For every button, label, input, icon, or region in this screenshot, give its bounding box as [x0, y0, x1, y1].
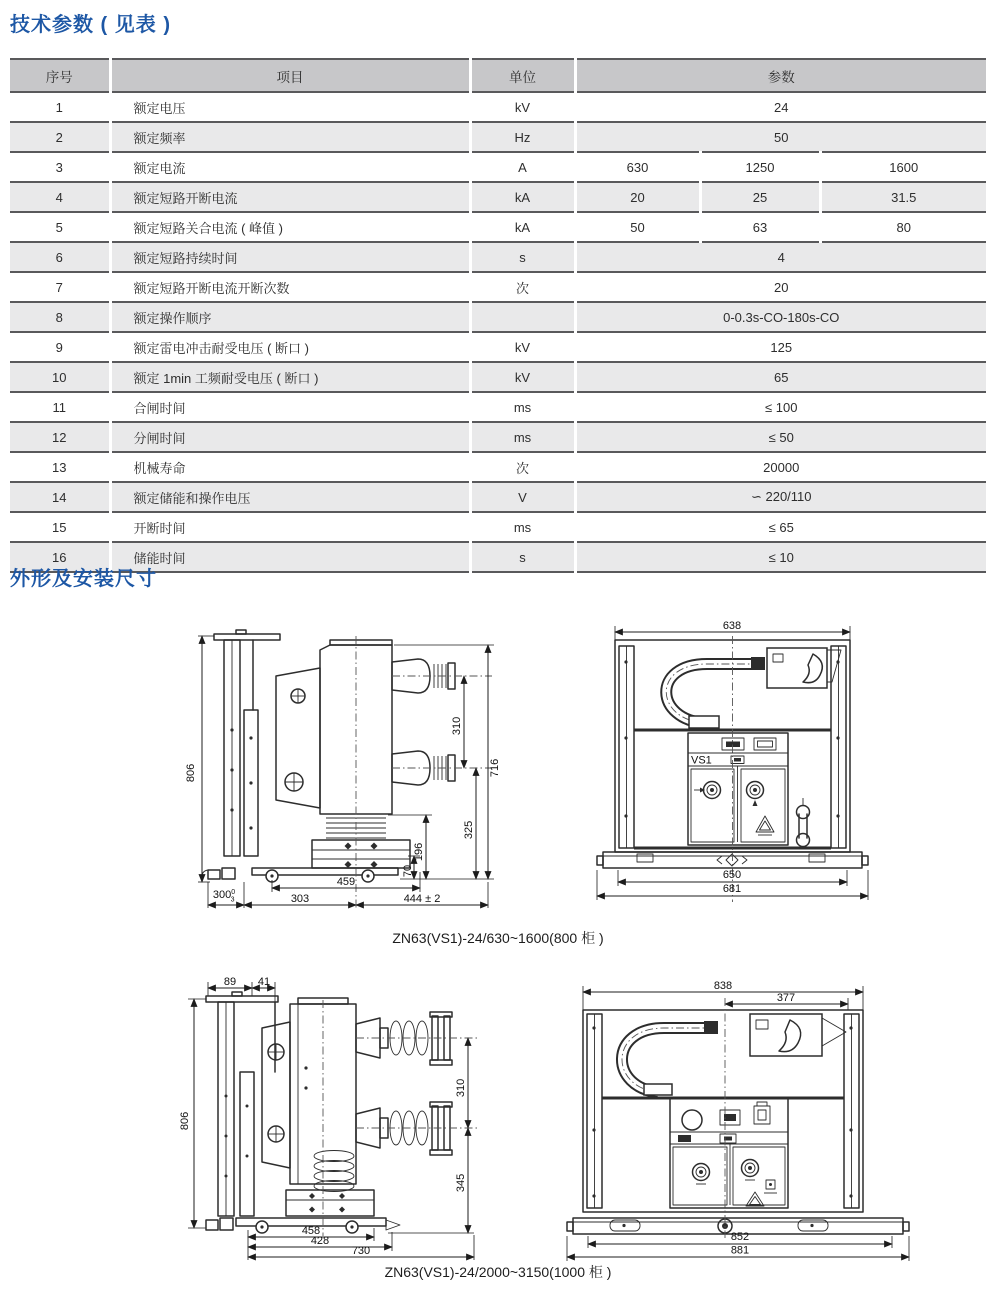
table-row: [10, 182, 986, 212]
dim-41-label: 41: [257, 976, 271, 988]
cell-param: 1250: [700, 152, 820, 182]
cell-no: 9: [55, 339, 63, 355]
table-row: [10, 152, 986, 182]
table-row: [10, 422, 986, 452]
fig2-front-view-drawing: [558, 980, 918, 1260]
dim-681-label: 681: [722, 883, 742, 895]
col-header-item: 项目: [110, 59, 470, 92]
cell-no: 4: [55, 189, 63, 205]
table-row: [10, 92, 986, 122]
cell-param: 0-0.3s-CO-180s-CO: [575, 302, 986, 332]
cell-no: 16: [52, 549, 67, 565]
dim-806-label: 806: [179, 1111, 191, 1131]
dim-444-label: 444 ± 2: [403, 893, 441, 905]
cell-unit: A: [470, 152, 575, 182]
fig2-side-view-drawing: [178, 976, 508, 1264]
cell-item: 分闸时间: [110, 422, 470, 452]
cell-item: 储能时间: [110, 542, 470, 572]
cell-param: ≤ 50: [575, 422, 986, 452]
cell-no: 1: [55, 99, 63, 115]
dim-89-label: 89: [223, 976, 237, 988]
cell-item: 机械寿命: [110, 452, 470, 482]
cell-unit: V: [470, 482, 575, 512]
cell-unit: Hz: [470, 122, 575, 152]
table-row: [10, 332, 986, 362]
table-row: [10, 272, 986, 302]
cell-item: 额定储能和操作电压: [110, 482, 470, 512]
dim-377-label: 377: [776, 992, 796, 1004]
dim-196-label: 196: [413, 842, 425, 862]
cell-item: 额定 1min 工频耐受电压 ( 断口 ): [110, 362, 470, 392]
cell-unit: [470, 302, 575, 332]
cell-no: 13: [52, 459, 67, 475]
cell-param: 4: [575, 242, 986, 272]
cell-param: 25: [700, 182, 820, 212]
table-row: [10, 452, 986, 482]
table-row: [10, 122, 986, 152]
cell-param: ∽ 220/110: [575, 482, 986, 512]
dim-638-label: 638: [722, 620, 742, 632]
cell-param: 20000: [575, 452, 986, 482]
cell-param: 24: [575, 92, 986, 122]
table-row: [10, 212, 986, 242]
cell-unit: kV: [470, 92, 575, 122]
cell-no: 12: [52, 429, 67, 445]
table-row: [10, 512, 986, 542]
dim-806-label: 806: [185, 763, 197, 783]
section-title-dimensions: 外形及安装尺寸: [10, 568, 157, 590]
cell-no: 15: [52, 519, 67, 535]
cell-param: 50: [575, 122, 986, 152]
cell-unit: kA: [470, 212, 575, 242]
dim-428-label: 428: [310, 1235, 330, 1247]
figure2-caption: ZN63(VS1)-24/2000~3150(1000 柜 ): [384, 1264, 612, 1280]
dim-838-label: 838: [713, 980, 733, 992]
cell-param: 20: [575, 272, 986, 302]
cell-unit: kV: [470, 332, 575, 362]
cell-item: 额定短路持续时间: [110, 242, 470, 272]
table-row: [10, 392, 986, 422]
figure1-caption: ZN63(VS1)-24/630~1600(800 柜 ): [392, 930, 604, 946]
panel-model-label: VS1: [691, 754, 712, 767]
cell-param: 1600: [820, 152, 986, 182]
fig1-front-view-drawing: [585, 620, 895, 905]
table-row: [10, 482, 986, 512]
cell-unit: ms: [470, 512, 575, 542]
cell-param: 630: [575, 152, 700, 182]
params-table-body: [10, 92, 986, 572]
cell-param: ≤ 65: [575, 512, 986, 542]
technical-parameters-table: [10, 58, 986, 573]
cell-no: 7: [55, 279, 63, 295]
cell-unit: ms: [470, 392, 575, 422]
fig1-side-view-drawing: [180, 618, 500, 914]
cell-item: 额定电压: [110, 92, 470, 122]
cell-param: ≤ 10: [575, 542, 986, 572]
cell-unit: kV: [470, 362, 575, 392]
cell-item: 开断时间: [110, 512, 470, 542]
dim-852-label: 852: [730, 1231, 750, 1243]
cell-item: 额定电流: [110, 152, 470, 182]
dim-650-label: 650: [722, 869, 742, 881]
cell-param: 31.5: [820, 182, 986, 212]
col-header-param: 参数: [575, 59, 986, 92]
cell-item: 额定雷电冲击耐受电压 ( 断口 ): [110, 332, 470, 362]
cell-unit: ms: [470, 422, 575, 452]
cell-param: 50: [575, 212, 700, 242]
cell-no: 14: [52, 489, 67, 505]
col-header-no: 序号: [10, 59, 110, 92]
dim-730-label: 730: [351, 1245, 371, 1257]
cell-param: 125: [575, 332, 986, 362]
dim-325-label: 325: [463, 820, 475, 840]
cell-no: 2: [55, 129, 63, 145]
dim-459-label: 459: [336, 876, 356, 888]
cell-unit: 次: [470, 272, 575, 302]
dim-310-label: 310: [455, 1078, 467, 1098]
table-row: [10, 302, 986, 332]
cell-param: 65: [575, 362, 986, 392]
cell-no: 5: [55, 219, 63, 235]
cell-param: 63: [700, 212, 820, 242]
table-row: [10, 362, 986, 392]
dim-458-label: 458: [301, 1225, 321, 1237]
cell-no: 8: [55, 309, 63, 325]
table-header: [10, 59, 986, 92]
cell-item: 合闸时间: [110, 392, 470, 422]
cell-unit: s: [470, 242, 575, 272]
cell-param: ≤ 100: [575, 392, 986, 422]
table-row: [10, 242, 986, 272]
dim-70-label: 70: [402, 864, 414, 878]
cell-unit: kA: [470, 182, 575, 212]
cell-item: 额定短路开断电流: [110, 182, 470, 212]
cell-item: 额定操作顺序: [110, 302, 470, 332]
col-header-unit: 单位: [470, 59, 575, 92]
cell-item: 额定短路关合电流 ( 峰值 ): [110, 212, 470, 242]
cell-unit: 次: [470, 452, 575, 482]
cell-item: 额定频率: [110, 122, 470, 152]
cell-unit: s: [470, 542, 575, 572]
cell-no: 10: [52, 369, 67, 385]
cell-param: 20: [575, 182, 700, 212]
dim-345-label: 345: [455, 1173, 467, 1193]
dim-716-label: 716: [489, 758, 501, 778]
dim-881-label: 881: [730, 1244, 750, 1257]
dim-310-label: 310: [451, 716, 463, 736]
dim-303-label: 303: [290, 893, 310, 905]
dim-300-label: $300^0$ 3: [212, 889, 236, 904]
cell-param: 80: [820, 212, 986, 242]
table-header-row: [10, 59, 986, 92]
cell-no: 11: [52, 399, 66, 415]
cell-no: 3: [55, 159, 63, 175]
cell-no: 6: [55, 249, 63, 265]
section-title-technical-parameters: 技术参数 ( 见表 ): [10, 14, 171, 36]
cell-item: 额定短路开断电流开断次数: [110, 272, 470, 302]
